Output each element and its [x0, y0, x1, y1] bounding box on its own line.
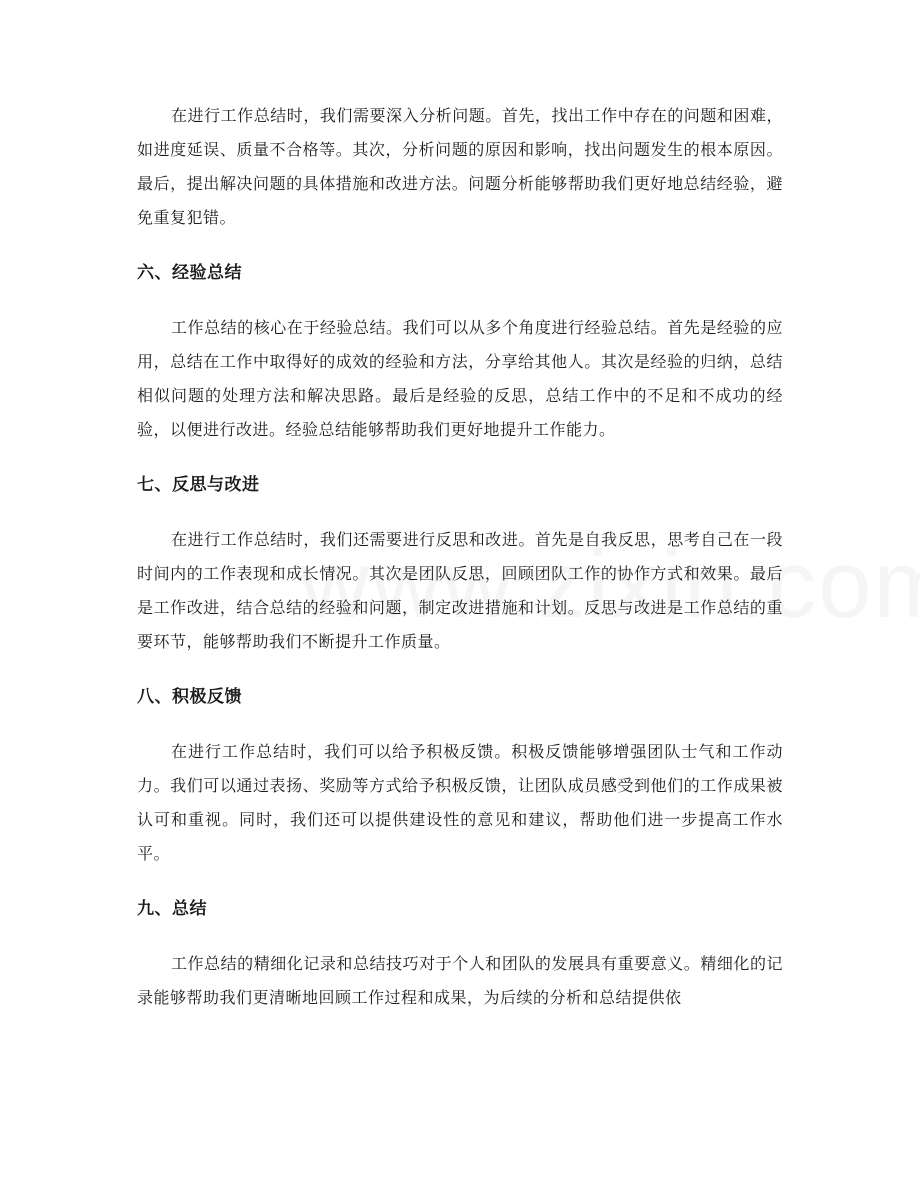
paragraph-problem-analysis: 在进行工作总结时，我们需要深入分析问题。首先，找出工作中存在的问题和困难，如进度延误、质量不合格等。其次，分析问题的原因和影响，找出问题发生的根本原因。最后，提出解决问题的具体措施和改进方法。问题分析能够帮助我们更好地总结经验，避免重复犯错。 — [137, 106, 783, 227]
paragraph-summary: 工作总结的精细化记录和总结技巧对于个人和团队的发展具有重要意义。精细化的记录能够帮助我们更清晰地回顾工作过程和成果，为后续的分析和总结提供依 — [137, 954, 783, 1007]
paragraph-reflection: 在进行工作总结时，我们还需要进行反思和改进。首先是自我反思，思考自己在一段时间内的工作表现和成长情况。其次是团队反思，回顾团队工作的协作方式和效果。最后是工作改进，结合总结的经验和问题，制定改进措施和计划。反思与改进是工作总结的重要环节，能够帮助我们不断提升工作质量。 — [137, 530, 783, 651]
section-heading-reflection: 七、反思与改进 — [137, 475, 260, 495]
section-heading-feedback: 八、积极反馈 — [137, 687, 242, 707]
section-heading-experience: 六、经验总结 — [137, 263, 242, 283]
paragraph-experience: 工作总结的核心在于经验总结。我们可以从多个角度进行经验总结。首先是经验的应用，总结在工作中取得好的成效的经验和方法，分享给其他人。其次是经验的归纳，总结相似问题的处理方法和解决思路。最后是经验的反思，总结工作中的不足和不成功的经验，以便进行改进。经验总结能够帮助我们更好地提升工作能力。 — [137, 318, 783, 439]
paragraph-feedback: 在进行工作总结时，我们可以给予积极反馈。积极反馈能够增强团队士气和工作动力。我们可以通过表扬、奖励等方式给予积极反馈，让团队成员感受到他们的工作成果被认可和重视。同时，我们还可以提供建设性的意见和建议，帮助他们进一步提高工作水平。 — [137, 742, 783, 863]
document-body — [137, 99, 783, 1015]
section-heading-summary: 九、总结 — [137, 899, 207, 919]
